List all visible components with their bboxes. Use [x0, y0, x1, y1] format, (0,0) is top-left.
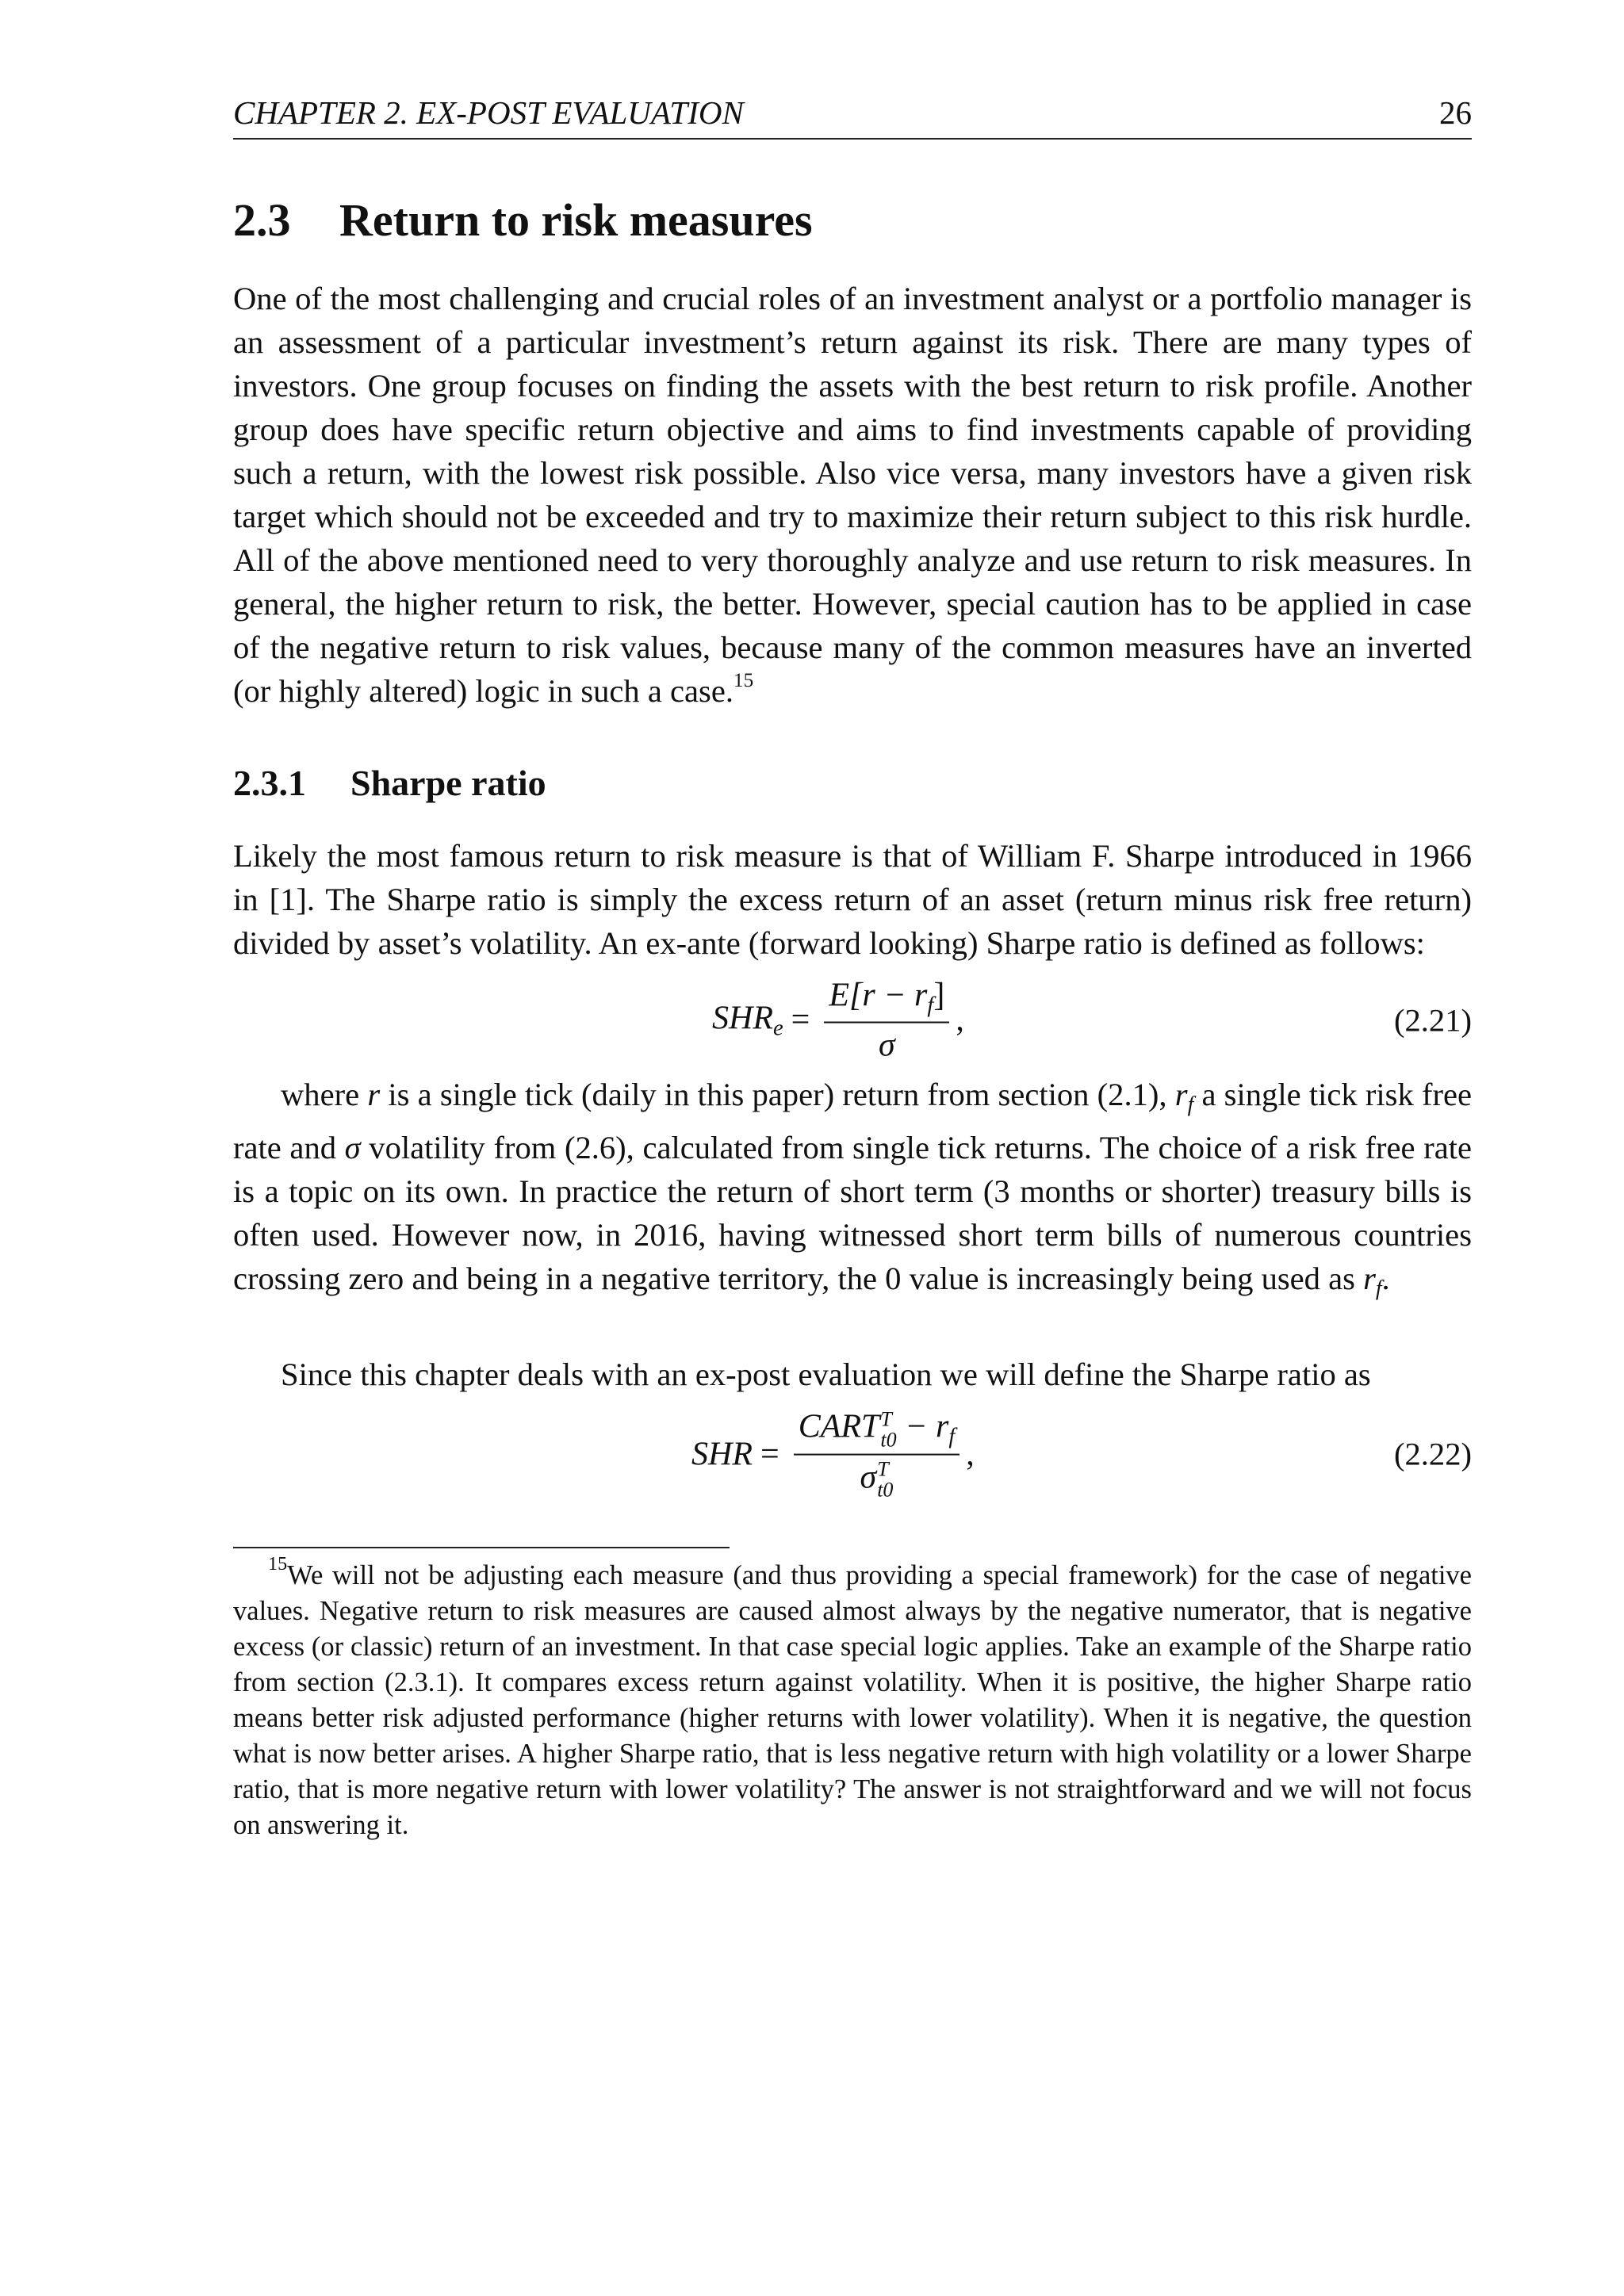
section-paragraph-text: One of the most challenging and crucial roles of an investment analyst or a portfolio manager is an assessment of a particular investment’s return against its risk. There are many types of investors. One group focuses on finding the assets with the best return to risk profile. Another group does have specific return objective and aims to find investments capable of providing such a return, with the lowest risk possible. Also vice versa, many investors have a given risk target which should not be exceeded and try to maximize their return subject to this risk hurdle. All of the above mentioned need to very thoroughly analyze and use return to risk measures. In general, the higher return to risk, the better. However, special caution has to be applied in case of the negative return to risk values, because many of the common measures have an inverted (or highly altered) logic in such a case.: [233, 281, 1472, 709]
eq2-lhs: SHR: [691, 1436, 753, 1473]
equation-number-2-22: (2.22): [1393, 1436, 1472, 1472]
equation-2-21: [233, 973, 1472, 1068]
equation-number-2-21: (2.21): [1393, 1002, 1472, 1039]
page-number: 26: [1439, 94, 1472, 131]
subsection-number: 2.3.1: [233, 763, 306, 803]
subsection-heading: [233, 762, 1472, 804]
footnote-marker: 15: [268, 1553, 288, 1575]
subsection-paragraph-3: Since this chapter deals with an ex-post evaluation we will define the Sharpe ratio as: [281, 1357, 1371, 1393]
footnote-reference[interactable]: 15: [733, 670, 754, 692]
eq1-lhs: $SHR_e$: [712, 1000, 783, 1041]
section-number: 2.3: [233, 194, 291, 246]
footnote-separator: [233, 1547, 730, 1548]
page: [233, 94, 1472, 1871]
equation-2-22: [233, 1402, 1472, 1506]
eq2-numerator: CART T t0 − $r_f$: [794, 1408, 960, 1455]
subsection-paragraph-2: where r is a single tick (daily in this paper) return from section (2.1), $r_f$ a single tick risk free rate and σ volatility from (2.6), calculated from single tick returns. The choice of a risk free rate is a topic on its own. In practice the return of short term (3 months or shorter) treasury bills is often used. However now, in 2016, having witnessed short term bills of numerous countries crossing zero and being in a negative territory, the 0 value is increasingly being used as $r_f$.: [233, 1077, 1473, 1300]
section-paragraph: [233, 277, 1472, 713]
equation-2-21-body: $SHR_e$ = $\frac{E[r - r_f]}{\sigma}$ ,: [712, 977, 964, 1064]
subsection-paragraph-1: Likely the most famous return to risk measure is that of William F. Sharpe introduced in 1966 in [1]. The Sharpe ratio is simply the excess return of an asset (return minus risk free return) divided by asset’s volatility. An ex-ante (forward looking) Sharpe ratio is defined as follows:: [233, 838, 1472, 961]
eq2-fraction: [794, 1408, 960, 1501]
footnote-text: We will not be adjusting each measure (and thus providing a special framework) for the case of negative values. Negative return to risk measures are caused almost always by the negative numerator, that is negative excess (or classic) return of an investment. In that case special logic applies. Take an example of the Sharpe ratio from section (2.3.1). It compares excess return against volatility. When it is positive, the higher Sharpe ratio means better risk adjusted performance (higher returns with lower volatility). When it is negative, the question what is now better arises. A higher Sharpe ratio, that is less negative return with high volatility or a lower Sharpe ratio, that is more negative return with lower volatility? The answer is not straightforward and we will not focus on answering it.: [233, 1560, 1472, 1841]
chapter-title: CHAPTER 2. EX-POST EVALUATION: [233, 94, 744, 131]
eq2-denominator: σ T t0: [860, 1457, 894, 1502]
footnote: [233, 1553, 1472, 1843]
equation-2-22-body: SHR = CART T t0 − $r_f$ σ T t0 ,: [691, 1407, 975, 1502]
subsection-title: Sharpe ratio: [350, 763, 546, 803]
eq1-numerator: $E[r - r_f]$: [824, 977, 949, 1024]
eq1-fraction: [824, 977, 949, 1065]
section-heading: [233, 193, 1472, 247]
section-title: Return to risk measures: [339, 194, 813, 246]
eq1-denominator: σ: [878, 1027, 895, 1064]
running-header: [233, 94, 1472, 140]
